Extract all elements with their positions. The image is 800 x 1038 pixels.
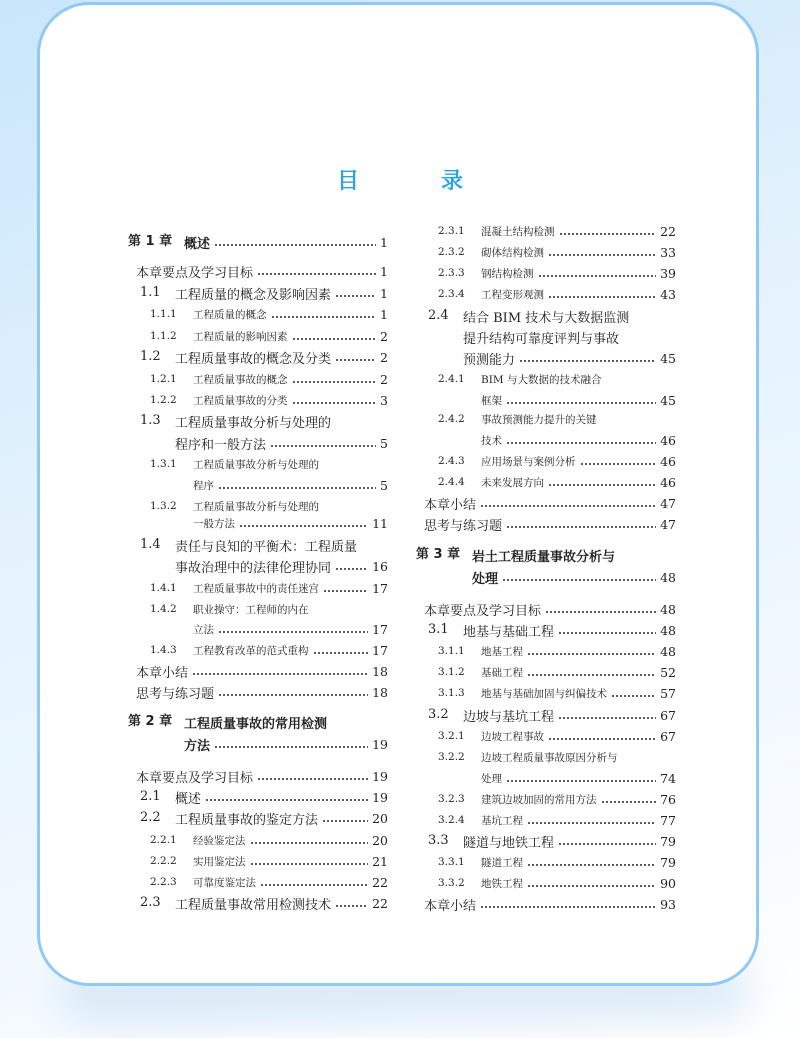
toc-entry-title: 立法 [193, 623, 214, 636]
toc-entry-number: 1.4 [140, 537, 161, 552]
toc-page-number: 22 [660, 223, 676, 239]
toc-entry-number: 1.3 [140, 413, 161, 428]
toc-page-number: 21 [372, 853, 388, 869]
toc-page-number: 67 [660, 728, 676, 744]
toc-page-number: 77 [660, 812, 676, 828]
toc-entry-title: 可靠度鉴定法 [193, 876, 256, 889]
dot-leader [519, 348, 656, 368]
toc-entry-title: 本章小结 [424, 497, 477, 513]
toc-entry-number: 1.4.3 [150, 644, 177, 656]
toc-page-number: 19 [372, 789, 388, 805]
toc-page-number: 18 [372, 663, 388, 679]
toc-entry-title: 事故治理中的法律伦理协同 [175, 560, 332, 576]
toc-entry-number: 2.3 [140, 895, 161, 910]
dot-leader [322, 808, 368, 828]
toc-page-number: 57 [660, 685, 676, 701]
dot-leader [545, 599, 656, 619]
toc-entry-title: 工程教育改革的范式重构 [193, 644, 309, 657]
toc-page-number: 2 [380, 349, 388, 365]
toc-entry-number: 2.2.1 [150, 834, 177, 846]
toc-page-number: 46 [660, 432, 676, 448]
toc-page-number: 46 [660, 453, 676, 469]
toc-page-number: 19 [372, 768, 388, 784]
dot-leader [292, 390, 377, 410]
toc-entry-number: 3.1.1 [438, 645, 465, 657]
toc-entry-number: 3.2.1 [438, 730, 465, 742]
toc-entry-title: 岩土工程质量事故分析与 [472, 549, 616, 565]
toc-page-number: 1 [380, 234, 388, 250]
toc-entry-number: 1.1.2 [150, 330, 177, 342]
toc-page-number: 2 [380, 371, 388, 387]
toc-entry-title: 框架 [481, 394, 502, 407]
dot-leader [502, 567, 656, 587]
toc-entry-title: 钢结构检测 [481, 267, 534, 280]
toc-entry-number: 2.3.2 [438, 246, 465, 258]
toc-entry-title: 工程质量的影响因素 [193, 330, 288, 343]
toc-entry-number: 2.4 [428, 308, 449, 323]
dot-leader [205, 787, 368, 807]
toc-entry-number: 1.3.2 [150, 500, 177, 512]
toc-entry-number: 1.2.1 [150, 373, 177, 385]
toc-page-number: 79 [660, 833, 676, 849]
toc-entry-number: 3.2 [428, 707, 449, 722]
dot-leader [214, 734, 368, 754]
dot-leader [506, 514, 656, 534]
page-title: 目 录 [336, 169, 493, 194]
toc-entry-title: 边坡工程质量事故原因分析与 [481, 751, 618, 764]
dot-leader [548, 242, 656, 262]
dot-leader [257, 261, 376, 281]
toc-page-number: 47 [660, 516, 676, 532]
toc-entry-number: 3.3.1 [438, 856, 465, 868]
toc-entry-title: 未来发展方向 [481, 476, 544, 489]
dot-leader [527, 641, 656, 661]
toc-entry-number: 第 1 章 [128, 234, 173, 249]
toc-entry-title: 处理 [472, 571, 499, 587]
dot-leader [548, 726, 656, 746]
toc-page-number: 22 [372, 874, 388, 890]
toc-entry-number: 3.2.2 [438, 751, 465, 763]
dot-leader [335, 283, 376, 303]
toc-entry-number: 1.4.1 [150, 582, 177, 594]
toc-entry-title: BIM 与大数据的技术融合 [481, 373, 602, 386]
toc-page-number: 11 [372, 515, 388, 531]
toc-entry-number: 1.2 [140, 349, 161, 364]
toc-page-number: 93 [660, 896, 676, 912]
dot-leader [323, 578, 368, 598]
dot-leader [480, 894, 656, 914]
toc-entry-title: 基坑工程 [481, 814, 523, 827]
toc-entry-number: 2.4.4 [438, 476, 465, 488]
toc-entry-title: 基础工程 [481, 666, 523, 679]
toc-entry-title: 工程质量的概念及影响因素 [175, 287, 332, 303]
toc-entry-title: 方法 [184, 738, 211, 754]
dot-leader [527, 852, 656, 872]
toc-entry-title: 工程质量事故中的责任迷宫 [193, 582, 319, 595]
toc-page-number: 48 [660, 622, 676, 638]
dot-leader [218, 682, 368, 702]
dot-leader [506, 768, 656, 788]
dot-leader [580, 451, 657, 471]
toc-page-number: 46 [660, 474, 676, 490]
toc-entry-number: 1.1.1 [150, 308, 177, 320]
toc-entry-title: 隧道与地铁工程 [463, 835, 555, 851]
toc-entry-title: 工程质量事故的概念 [193, 373, 288, 386]
toc-page-number: 20 [372, 832, 388, 848]
toc-entry-title: 本章要点及学习目标 [136, 770, 254, 786]
toc-entry-title: 边坡工程事故 [481, 730, 544, 743]
toc-page-number: 16 [372, 558, 388, 574]
toc-entry-title: 地基工程 [481, 645, 523, 658]
toc-entry-title: 地铁工程 [481, 877, 523, 890]
toc-page-number: 39 [660, 265, 676, 281]
toc-entry-title: 本章要点及学习目标 [136, 265, 254, 281]
toc-entry-number: 2.4.2 [438, 413, 465, 425]
toc-page-number: 45 [660, 350, 676, 366]
toc-page-number: 52 [660, 664, 676, 680]
toc-entry-number: 2.2.3 [150, 876, 177, 888]
dot-leader [257, 766, 368, 786]
dot-leader [335, 556, 368, 576]
toc-page-number: 20 [372, 810, 388, 826]
toc-entry-title: 职业操守：工程师的内在 [193, 603, 309, 616]
dot-leader [558, 705, 656, 725]
toc-page-number: 43 [660, 286, 676, 302]
dot-leader [192, 661, 368, 681]
toc-page-number: 5 [380, 435, 388, 451]
dot-leader [558, 831, 656, 851]
toc-page-number: 22 [372, 895, 388, 911]
dot-leader [270, 433, 376, 453]
toc-page-number: 45 [660, 392, 676, 408]
toc-entry-title: 混凝土结构检测 [481, 225, 555, 238]
toc-entry-title: 工程质量事故常用检测技术 [175, 897, 332, 913]
toc-entry-title: 结合 BIM 技术与大数据监测 [463, 310, 630, 326]
toc-entry-title: 工程质量事故的分类 [193, 394, 288, 407]
toc-entry-title: 工程质量的概念 [193, 308, 267, 321]
toc-entry-title: 处理 [481, 772, 502, 785]
toc-entry-title: 程序 [193, 479, 214, 492]
dot-leader [506, 430, 656, 450]
toc-page-number: 48 [660, 643, 676, 659]
toc-entry-number: 第 2 章 [128, 714, 173, 729]
toc-page-number: 17 [372, 642, 388, 658]
toc-entry-title: 思考与练习题 [424, 518, 503, 534]
dot-leader [218, 619, 368, 639]
toc-entry-title: 本章小结 [424, 898, 477, 914]
toc-page-number: 67 [660, 707, 676, 723]
dot-leader [313, 640, 369, 660]
toc-entry-number: 3.3.2 [438, 877, 465, 889]
dot-leader [250, 830, 369, 850]
dot-leader [611, 683, 656, 703]
dot-leader [335, 347, 376, 367]
toc-page-number: 1 [380, 285, 388, 301]
toc-entry-title: 隧道工程 [481, 856, 523, 869]
toc-entry-number: 1.4.2 [150, 603, 177, 615]
toc-page-number: 17 [372, 580, 388, 596]
dot-leader [271, 304, 377, 324]
dot-leader [527, 662, 656, 682]
dot-leader [292, 369, 377, 389]
toc-page-number: 90 [660, 875, 676, 891]
dot-leader [239, 513, 368, 533]
toc-entry-title: 工程质量事故分析与处理的 [193, 500, 319, 513]
dot-leader [559, 221, 657, 241]
toc-entry-number: 2.2.2 [150, 855, 177, 867]
toc-page-number: 18 [372, 684, 388, 700]
toc-page-number: 79 [660, 854, 676, 870]
toc-entry-title: 工程质量事故的概念及分类 [175, 351, 332, 367]
toc-entry-title: 程序和一般方法 [175, 437, 267, 453]
toc-entry-number: 3.2.4 [438, 814, 465, 826]
toc-entry-title: 本章要点及学习目标 [424, 603, 542, 619]
toc-entry-title: 工程质量事故的鉴定方法 [175, 812, 319, 828]
dot-leader [558, 620, 656, 640]
toc-page-number: 2 [380, 328, 388, 344]
toc-page-number: 1 [380, 263, 388, 279]
toc-entry-number: 第 3 章 [416, 547, 461, 562]
toc-entry-title: 地基与基础加固与纠偏技术 [481, 687, 607, 700]
toc-entry-title: 实用鉴定法 [193, 855, 246, 868]
toc-entry-title: 工程质量事故分析与处理的 [193, 458, 319, 471]
toc-entry-title: 概述 [184, 236, 211, 252]
toc-entry-title: 本章小结 [136, 665, 189, 681]
dot-leader [335, 893, 368, 913]
dot-leader [538, 263, 657, 283]
toc-entry-number: 3.3 [428, 833, 449, 848]
toc-entry-number: 3.1.2 [438, 666, 465, 678]
dot-leader [548, 284, 656, 304]
toc-entry-title: 建筑边坡加固的常用方法 [481, 793, 597, 806]
toc-entry-number: 3.2.3 [438, 793, 465, 805]
toc-entry-title: 预测能力 [463, 352, 516, 368]
dot-leader [527, 810, 656, 830]
dot-leader [527, 873, 656, 893]
toc-entry-number: 2.3.3 [438, 267, 465, 279]
toc-entry-title: 提升结构可靠度评判与事故 [463, 331, 620, 347]
toc-entry-title: 工程质量事故分析与处理的 [175, 415, 332, 431]
toc-page-number: 17 [372, 621, 388, 637]
toc-entry-title: 事故预测能力提升的关键 [481, 413, 597, 426]
toc-entry-number: 2.3.1 [438, 225, 465, 237]
toc-entry-number: 3.1 [428, 622, 449, 637]
toc-page-number: 3 [380, 392, 388, 408]
dot-leader [548, 472, 656, 492]
toc-entry-number: 2.4.3 [438, 455, 465, 467]
toc-entry-number: 1.2.2 [150, 394, 177, 406]
toc-page-number: 19 [372, 736, 388, 752]
toc-entry-title: 一般方法 [193, 517, 235, 530]
toc-entry-title: 工程质量事故的常用检测 [184, 716, 328, 732]
toc-entry-number: 3.1.3 [438, 687, 465, 699]
toc-entry-title: 经验鉴定法 [193, 834, 246, 847]
toc-entry-number: 2.4.1 [438, 373, 465, 385]
toc-entry-title: 技术 [481, 434, 502, 447]
dot-leader [292, 326, 377, 346]
toc-page-number: 74 [660, 770, 676, 786]
toc-entry-title: 思考与练习题 [136, 686, 215, 702]
toc-entry-title: 责任与良知的平衡术：工程质量 [175, 539, 358, 555]
dot-leader [218, 475, 376, 495]
dot-leader [480, 493, 656, 513]
toc-entry-title: 地基与基础工程 [463, 624, 555, 640]
toc-entry-title: 边坡与基坑工程 [463, 709, 555, 725]
dot-leader [250, 851, 369, 871]
dot-leader [506, 390, 656, 410]
toc-entry-title: 工程变形观测 [481, 288, 544, 301]
dot-leader [601, 789, 657, 809]
toc-entry-number: 1.3.1 [150, 458, 177, 470]
toc-page-number: 1 [380, 306, 388, 322]
toc-page-number: 48 [660, 569, 676, 585]
toc-page-number: 76 [660, 791, 676, 807]
toc-page-number: 48 [660, 601, 676, 617]
toc-page-number: 33 [660, 244, 676, 260]
toc-entry-title: 应用场景与案例分析 [481, 455, 576, 468]
toc-entry-number: 2.1 [140, 789, 161, 804]
toc-entry-number: 2.2 [140, 810, 161, 825]
dot-leader [214, 232, 376, 252]
toc-entry-title: 概述 [175, 791, 202, 807]
toc-page-number: 47 [660, 495, 676, 511]
toc-entry-number: 2.3.4 [438, 288, 465, 300]
toc-entry-number: 1.1 [140, 285, 161, 300]
toc-page-number: 5 [380, 477, 388, 493]
toc-entry-title: 砌体结构检测 [481, 246, 544, 259]
dot-leader [260, 872, 368, 892]
